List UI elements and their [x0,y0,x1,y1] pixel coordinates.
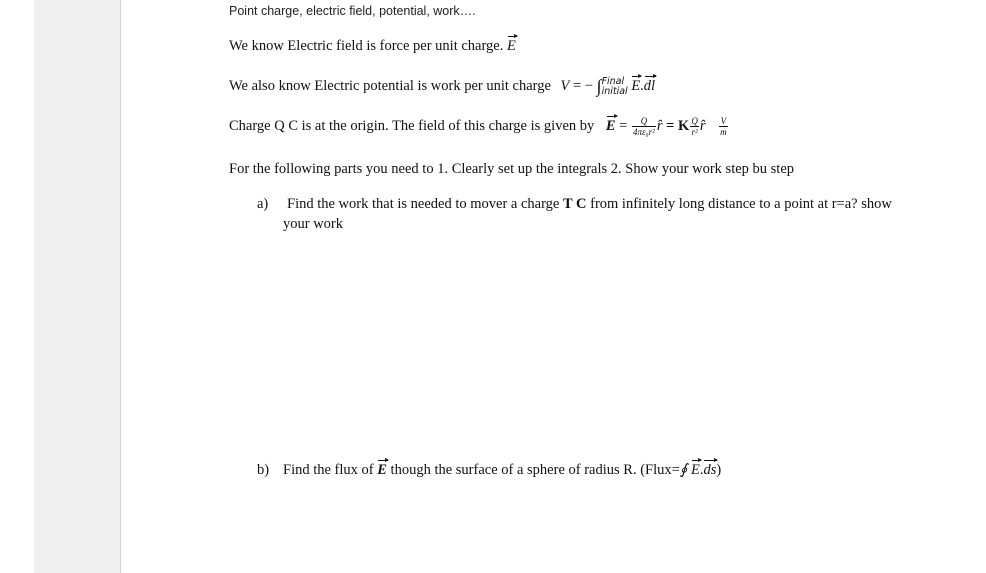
e-vector-symbol: E [605,117,616,134]
equals-minus: = − [569,78,593,94]
fraction-numerator: Q [632,116,656,127]
fraction-denominator: m [720,127,727,137]
v-symbol: V [560,78,570,94]
line-point-charge-field [229,116,729,137]
question-a-text-before: Find the work that is needed to mover a charge [287,196,563,212]
k-fraction [690,116,699,137]
units-fraction [719,116,728,137]
e-vector-symbol: E [690,462,700,478]
question-b [257,462,721,479]
integral-sign: ∫ [596,76,602,96]
document-page [121,0,986,573]
line-instructions: For the following parts you need to 1. Clearly set up the integrals 2. Show your work step bu step [229,161,795,177]
left-gutter [0,0,34,573]
upper-limit: Final [601,75,625,87]
document-title: Point charge, electric field, potential, work…. [229,4,476,18]
coulomb-fraction [632,116,656,137]
question-a-bold: T C [562,196,587,212]
question-b-text-mid: though the surface of a sphere of radius R. (Flux= [386,462,680,478]
dot-product: . [640,78,644,94]
integral-limits [602,77,628,97]
question-b-label: b) [257,462,270,478]
dot-product: . [699,462,704,478]
line-point-charge-text: Charge Q C is at the origin. The field of this charge is given by [229,117,595,134]
fraction-numerator: Q [691,116,698,126]
ds-vector-symbol: ds [703,462,717,478]
fraction-denominator: 4πε₀r² [633,127,655,137]
line-electric-potential [229,74,655,97]
e-vector-symbol: E [631,78,641,94]
question-a-text-after: from infinitely long distance to a point at r=a? show [586,196,892,212]
line-electric-field [229,38,516,55]
r-hat-symbol: r̂ [699,117,706,134]
page-margin-sidebar [34,0,121,573]
fraction-denominator: r² [691,127,698,137]
fraction-numerator: V [720,116,727,126]
closed-integral-sign: ∮ [679,462,688,478]
question-a-continuation: your work [283,216,344,232]
lower-limit: initial [601,85,628,97]
question-a [257,196,892,213]
equals-sign: = [615,117,631,134]
question-a-label: a) [257,196,269,212]
r-hat-symbol: r̂ [656,117,663,134]
line-electric-field-text: We know Electric field is force per unit charge. [229,38,504,54]
e-vector-symbol: E [377,462,387,478]
question-b-text-before: Find the flux of [283,462,378,478]
equals-k: = K [662,117,690,134]
line-electric-potential-text: We also know Electric potential is work per unit charge [229,78,551,94]
dl-vector-symbol: dl [643,78,656,94]
e-vector-symbol: E [506,38,516,54]
close-paren: ) [716,462,722,478]
